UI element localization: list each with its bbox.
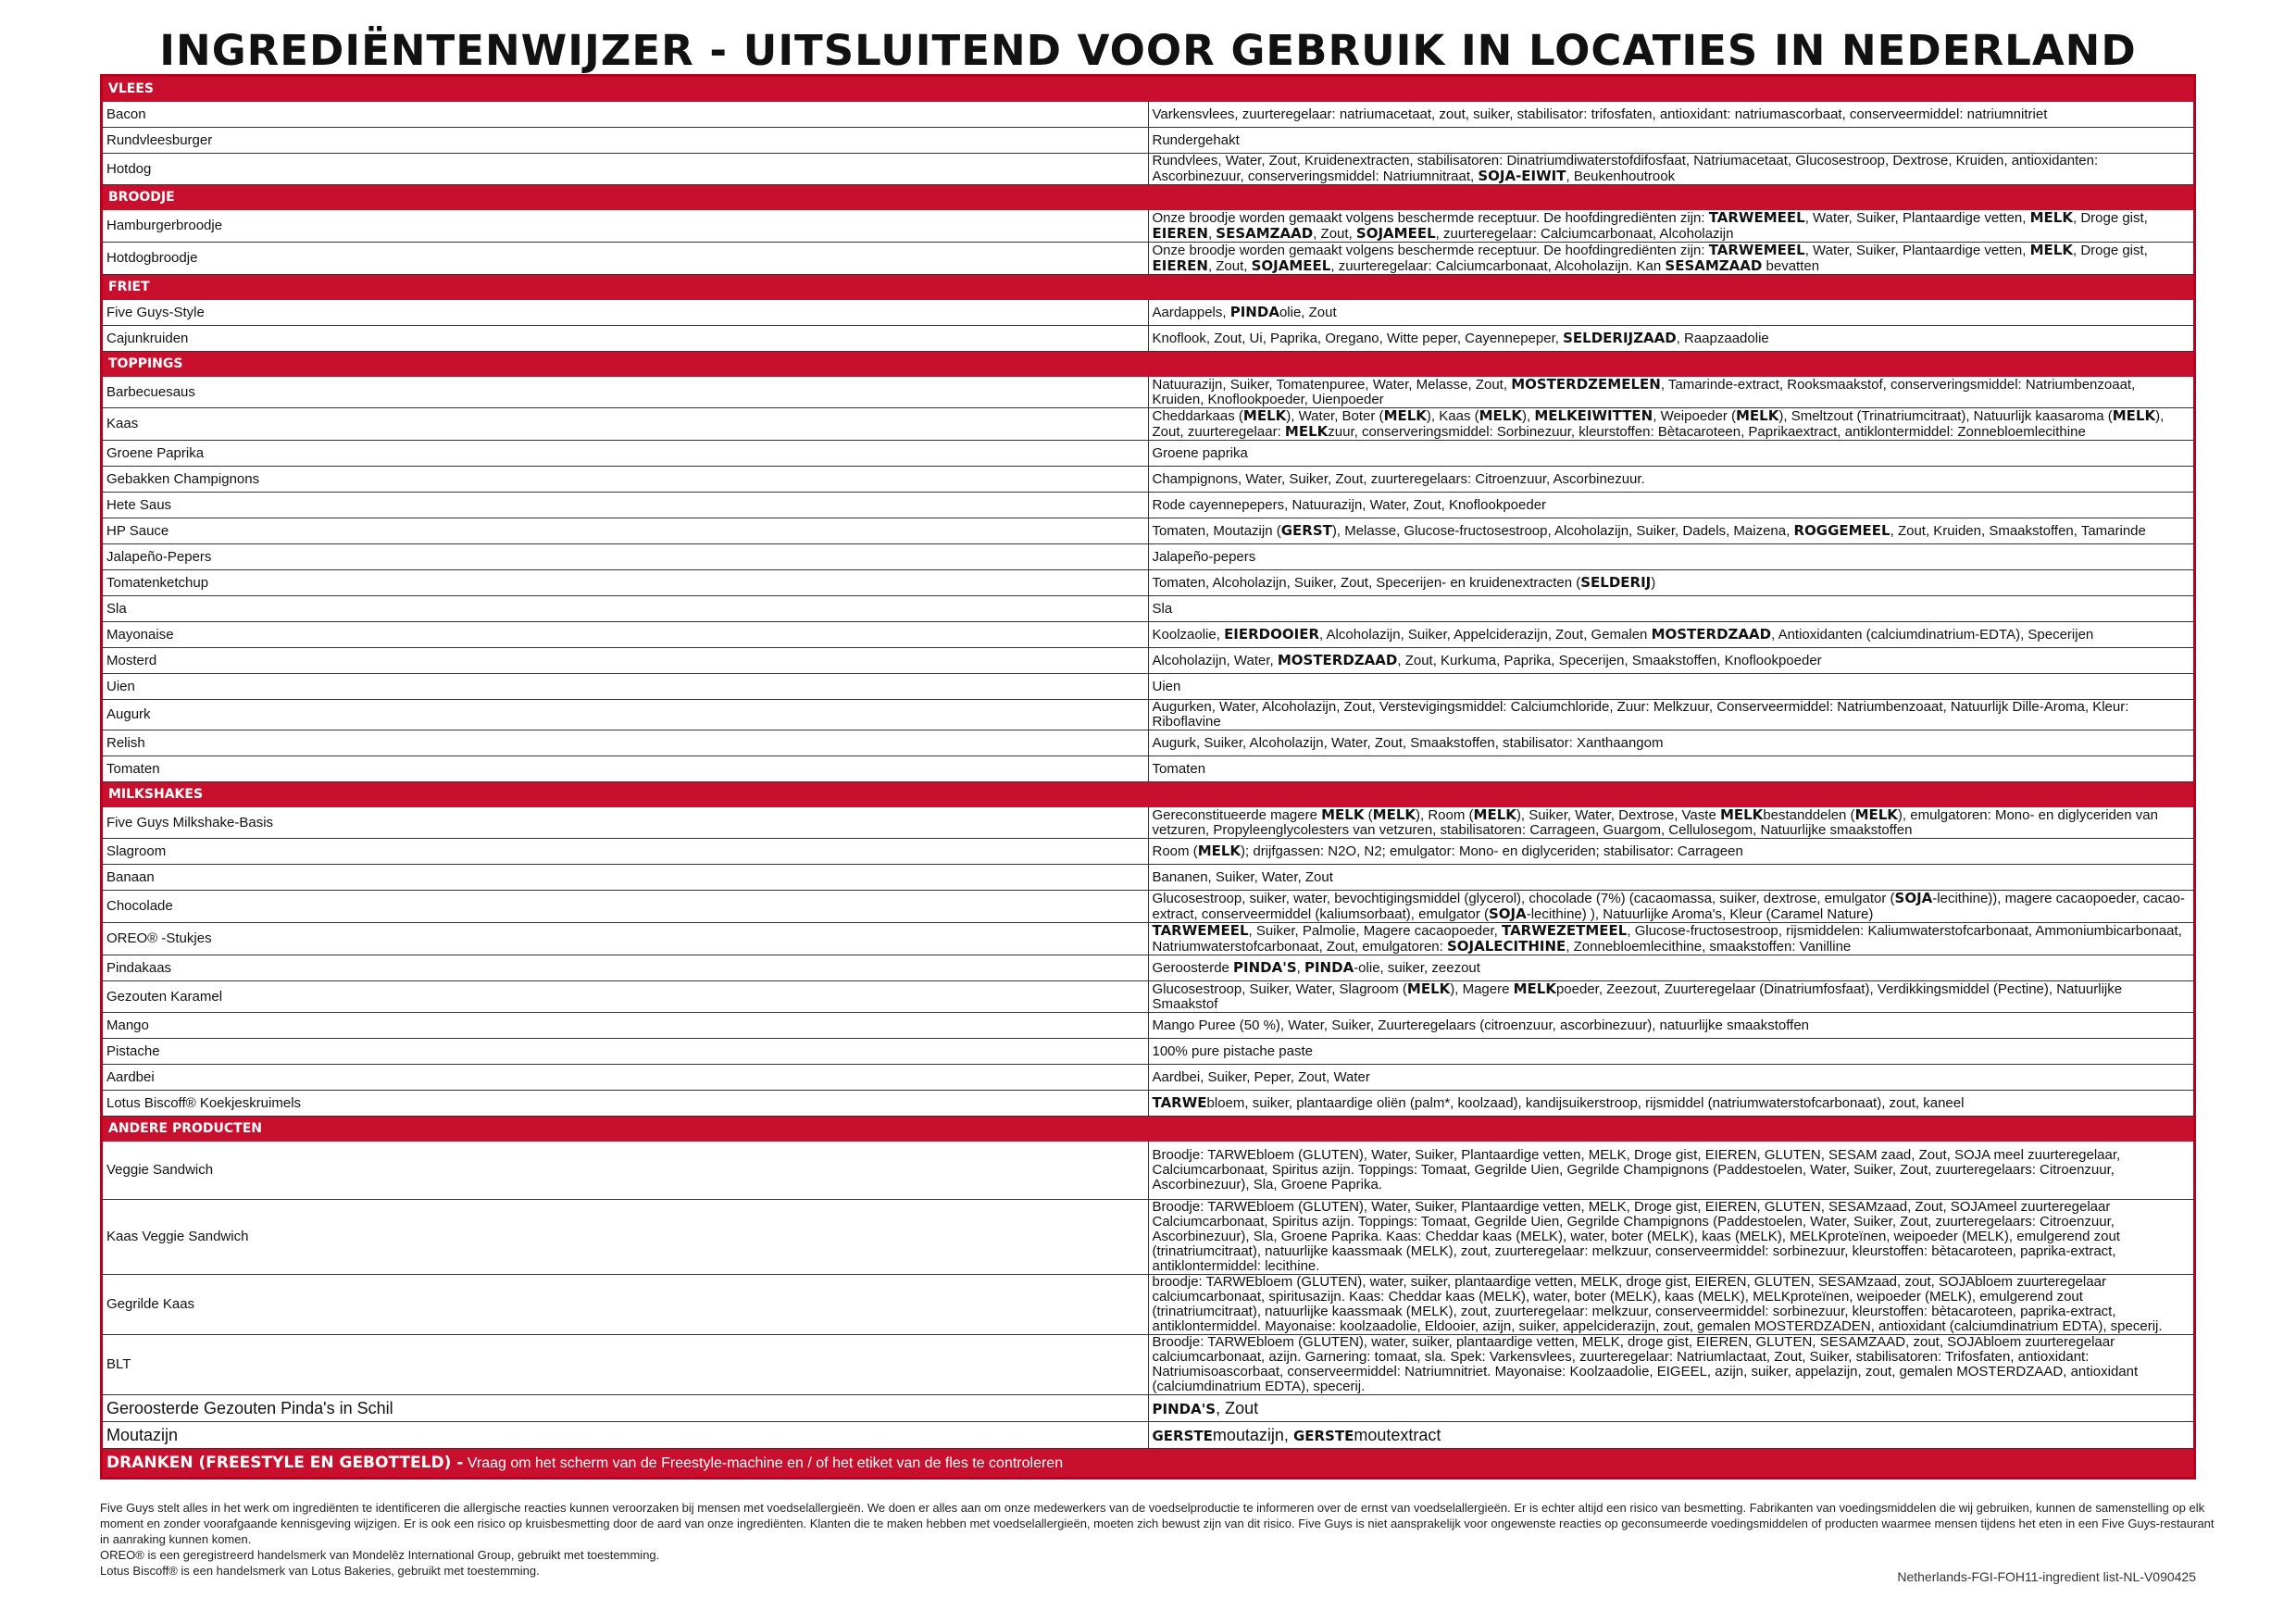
ingredients — [1148, 1422, 2195, 1449]
allergen: EIEREN — [1152, 225, 1208, 242]
table-row — [102, 648, 2195, 674]
ingredient-text: Onze broodje worden gemaakt volgens beschermde receptuur. De hoofdingrediënten zijn: — [1152, 210, 1709, 226]
allergen: ROGGEMEEL — [1793, 522, 1890, 539]
allergen: MELK — [2029, 209, 2073, 226]
product-name: Slagroom — [102, 839, 1149, 865]
ingredient-text: Onze broodje worden gemaakt volgens beschermde receptuur. De hoofdingrediënten zijn: — [1152, 243, 1709, 258]
product-name: Tomatenketchup — [102, 570, 1149, 596]
ingredient-text: Varkensvlees, zuurteregelaar: natriumacetaat, zout, suiker, stabilisator: trifosfaten, antioxidant: natriumascorbaat, conserveermiddel: natriumnitriet — [1152, 106, 2048, 122]
allergen: GERSTE — [1292, 1427, 1354, 1444]
ingredient-text: bevatten — [1762, 258, 1820, 274]
ingredients — [1148, 1091, 2195, 1117]
ingredient-text: olie, Zout — [1279, 305, 1337, 320]
allergen: SOJA — [1488, 905, 1527, 922]
allergen: GERSTE — [1152, 1427, 1213, 1444]
table-row — [102, 865, 2195, 891]
ingredient-text: Gereconstitueerde magere — [1152, 807, 1322, 823]
allergen: MELK — [1479, 407, 1522, 424]
ingredient-text: , Alcoholazijn, Suiker, Appelciderazijn, Zout, Gemalen — [1319, 627, 1652, 643]
drinks-label: DRANKEN (FREESTYLE EN GEBOTTELD) - — [106, 1453, 464, 1472]
ingredient-text: Geroosterde — [1152, 960, 1234, 976]
product-name: Geroosterde Gezouten Pinda's in Schil — [102, 1395, 1149, 1422]
ingredient-text: Bananen, Suiker, Water, Zout — [1152, 868, 1333, 885]
ingredient-text: , zuurteregelaar: Calciumcarbonaat, Alcoholazijn — [1435, 226, 1734, 242]
allergen: EIEREN — [1152, 257, 1208, 274]
table-row — [102, 730, 2195, 756]
allergen: TARWEMEEL — [1708, 209, 1805, 226]
ingredient-text: , Zonnebloemlecithine, smaakstoffen: Vanilline — [1566, 939, 1852, 955]
product-name: Mosterd — [102, 648, 1149, 674]
table-row — [102, 674, 2195, 700]
ingredient-text: ( — [1364, 807, 1373, 823]
product-name: Uien — [102, 674, 1149, 700]
ingredients — [1148, 730, 2195, 756]
ingredient-text: , Beukenhoutrook — [1566, 169, 1676, 184]
allergen: PINDA'S — [1152, 1400, 1217, 1417]
oreo-trademark-note: OREO® is een geregistreerd handelsmerk van Mondelēz International Group, gebruikt met toestemming. — [100, 1548, 660, 1562]
product-name: Hotdog — [102, 154, 1149, 185]
product-name: Tomaten — [102, 756, 1149, 782]
table-row — [102, 891, 2195, 923]
product-name: Hamburgerbroodje — [102, 210, 1149, 243]
ingredient-text: ), — [1521, 408, 1535, 424]
ingredient-text: bestanddelen ( — [1763, 807, 1855, 823]
ingredients — [1148, 981, 2195, 1013]
allergen: MOSTERDZEMELEN — [1511, 376, 1661, 393]
table-row — [102, 467, 2195, 493]
ingredient-text: , Zout, — [1313, 226, 1356, 242]
product-name: Cajunkruiden — [102, 326, 1149, 352]
table-row — [102, 1200, 2195, 1275]
product-name: Lotus Biscoff® Koekjeskruimels — [102, 1091, 1149, 1117]
ingredient-text: , Zout, Kurkuma, Paprika, Specerijen, Smaakstoffen, Knoflookpoeder — [1397, 653, 1822, 668]
ingredient-text: , Antioxidanten (calciumdinatrium-EDTA), Specerijen — [1771, 627, 2094, 643]
product-name: Mayonaise — [102, 622, 1149, 648]
allergen: SOJAMEEL — [1355, 225, 1436, 242]
table-row — [102, 544, 2195, 570]
section-header — [102, 352, 2195, 377]
ingredient-text: ), Water, Boter ( — [1286, 408, 1384, 424]
ingredient-text: Champignons, Water, Suiker, Zout, zuurteregelaars: Citroenzuur, Ascorbinezuur. — [1152, 470, 1645, 487]
allergen: MELK — [1719, 806, 1764, 823]
ingredient-text: Room ( — [1152, 843, 1198, 859]
ingredients — [1148, 544, 2195, 570]
product-name: Jalapeño-Pepers — [102, 544, 1149, 570]
table-row — [102, 1335, 2195, 1395]
section-header — [102, 185, 2195, 210]
table-row — [102, 518, 2195, 544]
product-name: Five Guys-Style — [102, 300, 1149, 326]
ingredient-text: Sla — [1152, 600, 1173, 617]
allergen: MELK — [1321, 806, 1365, 823]
ingredient-text: Rundergehakt — [1152, 131, 1240, 148]
ingredient-text: , zuurteregelaar: Calciumcarbonaat, Alcoholazijn. Kan — [1330, 258, 1666, 274]
allergen: SELDERIJ — [1580, 574, 1652, 591]
ingredients — [1148, 1013, 2195, 1039]
product-name: Hotdogbroodje — [102, 243, 1149, 275]
ingredients — [1148, 377, 2195, 408]
ingredient-text: Tomaten, Alcoholazijn, Suiker, Zout, Specerijen- en kruidenextracten ( — [1152, 575, 1581, 591]
allergen: TARWEZETMEEL — [1502, 922, 1628, 939]
drinks-row — [102, 1449, 2195, 1479]
allergen: MELK — [1242, 407, 1287, 424]
product-name: Mango — [102, 1013, 1149, 1039]
ingredients — [1148, 1275, 2195, 1335]
allergen: GERST — [1280, 522, 1332, 539]
product-name: BLT — [102, 1335, 1149, 1395]
product-name: Hete Saus — [102, 493, 1149, 518]
ingredients — [1148, 648, 2195, 674]
product-name: OREO® -Stukjes — [102, 923, 1149, 955]
ingredient-text: , — [1207, 226, 1217, 242]
ingredient-text: Aardappels, — [1152, 305, 1230, 320]
product-name: Relish — [102, 730, 1149, 756]
drinks-note: Vraag om het scherm van de Freestyle-machine en / of het etiket van de fles te controleren — [463, 1454, 1064, 1471]
ingredient-text: Jalapeño-pepers — [1152, 548, 1256, 565]
product-name: Veggie Sandwich — [102, 1142, 1149, 1200]
product-name: Sla — [102, 596, 1149, 622]
product-name: Chocolade — [102, 891, 1149, 923]
ingredients — [1148, 243, 2195, 275]
ingredient-text: ), Room ( — [1416, 807, 1474, 823]
ingredient-text: moutazijn, — [1212, 1425, 1293, 1444]
ingredient-text: Broodje: TARWEbloem (GLUTEN), Water, Suiker, Plantaardige vetten, MELK, Droge gist, EIEREN, GLUTEN, SESAM zaad, Zout, SOJA meel zuurteregelaar, Calciumcarbonaat, Spiritus azijn. Toppings: Tomaat, Gegrilde Uien, Gegrilde Champignons (Paddestoelen, Water, Suiker, Zout, zuurteregelaars: Citroenzuur, Ascorbinezuur), Sla, Groene Paprika. — [1152, 1147, 2121, 1192]
disclaimer-text: Five Guys stelt alles in het werk om ingrediënten te identificeren die allergische reacties kunnen veroorzaken bij mensen met voedselallergieën. We doen er alles aan om onze medewerkers van de voedselproductie te informeren over de ernst van voedselallergieën. Er is echter altijd een risico van besmetting. Fabrikanten van voedingsmiddelen die wij gebruiken, kunnen de samenstelling op elk moment en zonder voorafgaande kennisgeving wijzigen. Er is ook een risico op kruisbesmetting door de aard van onze ingrediënten. Klanten die te maken hebben met voedselallergieën, moeten zich bewust zijn van dit risico. Five Guys is niet aansprakelijk voor ongewenste reacties op geconsumeerde voedingsmiddelen of producten waarmee mensen tijdens het eten in een Five Guys-restaurant in aanraking kunnen komen. — [100, 1501, 2215, 1546]
ingredient-text: Broodje: TARWEbloem (GLUTEN), Water, Suiker, Plantaardige vetten, MELK, Droge gist, EIEREN, GLUTEN, SESAMzaad, Zout, SOJAmeel zuurteregelaar Calciumcarbonaat, Spiritus azijn. Toppings: Tomaat, Gegrilde Uien, Gegrilde Champignons (Paddestoelen, Water, Suiker, Zout, zuurteregelaars: Citroenzuur, Ascorbinezuur), Sla, Groene Paprika. Kaas: Cheddar kaas (MELK), water, boter (MELK), kaas (MELK), MELKproteïnen, weipoeder (MELK), emulgerend zout (trinatriumcitraat), natuurlijke kaassmaak (MELK), zout, zuurteregelaar: melkzuur, conserveermiddel: sorbinezuur, kleurstoffen: bètacaroteen, paprika-extract, antiklontermiddel: lecithine. — [1152, 1199, 2120, 1274]
allergen: MELK — [1284, 423, 1329, 440]
allergen: MELK — [1854, 806, 1898, 823]
ingredient-text: Natuurazijn, Suiker, Tomatenpuree, Water, Melasse, Zout, — [1152, 377, 1512, 393]
ingredients — [1148, 1335, 2195, 1395]
ingredient-text: Groene paprika — [1152, 444, 1248, 461]
section-label: MILKSHAKES — [102, 782, 2195, 807]
ingredient-text: Augurken, Water, Alcoholazijn, Zout, Verstevigingsmiddel: Calciumchloride, Zuur: Melkzuur, Conserveermiddel: Natriumbenzoaat, Natuurlijk Dille-Aroma, Kleur: Riboflavine — [1152, 699, 2129, 730]
allergen: SELDERIJZAAD — [1563, 330, 1677, 346]
ingredient-text: , Zout, Kruiden, Smaakstoffen, Tamarinde — [1890, 523, 2146, 539]
ingredient-text: ), Smeltzout (Trinatriumcitraat), Natuurlijk kaasaroma ( — [1778, 408, 2113, 424]
ingredient-text: Rundvlees, Water, Zout, Kruidenextracten, stabilisatoren: Dinatriumdiwaterstofdifosfaat, Natriumacetaat, Glucosestroop, Dextrose, Kruiden, antioxidanten: Ascorbinezuur, conserveringsmiddel: Natriumnitraat, — [1152, 153, 2099, 184]
ingredient-text: , Suiker, Palmolie, Magere cacaopoeder, — [1248, 923, 1502, 939]
product-name: Gegrilde Kaas — [102, 1275, 1149, 1335]
table-row — [102, 839, 2195, 865]
ingredients — [1148, 441, 2195, 467]
section-header — [102, 76, 2195, 102]
product-name: Pistache — [102, 1039, 1149, 1065]
ingredient-text: , Water, Suiker, Plantaardige vetten, — [1804, 210, 2030, 226]
table-row — [102, 622, 2195, 648]
allergen: MELK — [1406, 980, 1451, 997]
table-row — [102, 441, 2195, 467]
lotus-trademark-note: Lotus Biscoff® is een handelsmerk van Lotus Bakeries, gebruikt met toestemming. — [100, 1564, 540, 1578]
ingredient-text: Koolzaolie, — [1152, 627, 1225, 643]
allergen: SOJALECITHINE — [1447, 938, 1566, 955]
product-name: Aardbei — [102, 1065, 1149, 1091]
ingredient-text: , Weipoeder ( — [1653, 408, 1736, 424]
ingredients — [1148, 923, 2195, 955]
ingredient-text: Glucosestroop, suiker, water, bevochtigingsmiddel (glycerol), chocolade (7%) (cacaomassa, suiker, dextrose, emulgator ( — [1152, 891, 1895, 906]
table-row — [102, 493, 2195, 518]
product-name: Gebakken Champignons — [102, 467, 1149, 493]
ingredients — [1148, 955, 2195, 981]
ingredient-text: ), Magere — [1450, 981, 1514, 997]
ingredients — [1148, 210, 2195, 243]
ingredient-text: , Glucose-fructosestroop, rijsmiddelen: Kaliumwaterstofcarbonaat, Ammoniumbicarbonaat, Natriumwaterstofcarbonaat, Zout, emulgatoren: — [1152, 923, 2182, 955]
section-label: FRIET — [102, 275, 2195, 300]
table-row — [102, 1422, 2195, 1449]
ingredients — [1148, 154, 2195, 185]
table-row — [102, 700, 2195, 730]
ingredient-text: , Water, Suiker, Plantaardige vetten, — [1804, 243, 2030, 258]
ingredient-text: , Droge gist, — [2072, 210, 2148, 226]
table-row — [102, 1142, 2195, 1200]
table-row — [102, 128, 2195, 154]
section-label: VLEES — [102, 76, 2195, 102]
product-name: Groene Paprika — [102, 441, 1149, 467]
allergen: MELK — [2112, 407, 2156, 424]
allergen: PINDA — [1304, 959, 1354, 976]
document-id: Netherlands-FGI-FOH11-ingredient list-NL-V090425 — [1897, 1569, 2196, 1584]
allergen: SESAMZAAD — [1665, 257, 1763, 274]
product-name: HP Sauce — [102, 518, 1149, 544]
allergen: SOJAMEEL — [1251, 257, 1331, 274]
ingredient-text: -olie, suiker, zeezout — [1354, 960, 1480, 976]
footer — [100, 1500, 2220, 1579]
ingredient-text: , — [1296, 960, 1304, 976]
ingredient-text: bloem, suiker, plantaardige oliën (palm*, koolzaad), kandijsuikerstroop, rijsmiddel (natriumwaterstofcarbonaat), zout, kaneel — [1206, 1095, 1965, 1111]
ingredients — [1148, 518, 2195, 544]
allergen: PINDA'S — [1233, 959, 1297, 976]
ingredient-text: Mango Puree (50 %), Water, Suiker, Zuurteregelaars (citroenzuur, ascorbinezuur), natuurlijke smaakstoffen — [1152, 1017, 1810, 1033]
allergen: MOSTERDZAAD — [1277, 652, 1398, 668]
ingredients — [1148, 570, 2195, 596]
ingredient-text: Augurk, Suiker, Alcoholazijn, Water, Zout, Smaakstoffen, stabilisator: Xanthaangom — [1152, 734, 1664, 751]
ingredient-text: -lecithine)), magere cacaopoeder, cacao-extract, conserveermiddel (kaliumsorbaat), emulgator ( — [1152, 891, 2185, 922]
ingredients — [1148, 1200, 2195, 1275]
product-name: Rundvleesburger — [102, 128, 1149, 154]
table-row — [102, 596, 2195, 622]
allergen: MELK — [1383, 407, 1427, 424]
ingredient-text: , Raapzaadolie — [1676, 331, 1769, 346]
ingredient-text: poeder, Zeezout, Zuurteregelaar (Dinatriumfosfaat), Verdikkingsmiddel (Pectine), Natuurlijke Smaakstof — [1152, 981, 2123, 1012]
section-header — [102, 1117, 2195, 1142]
ingredient-text: broodje: TARWEbloem (GLUTEN), water, suiker, plantaardige vetten, MELK, droge gist, EIEREN, GLUTEN, SESAMzaad, zout, SOJAbloem zuurteregelaar calciumcarbonaat, spiritusazijn. Kaas: Cheddar kaas (MELK), water, boter (MELK), kaas (MELK), MELKproteïnen, weipoeder (MELK), emulgerend zout (trinatriumcitraat), natuurlijke kaassmaak (MELK), zout, zuurteregelaar: melkzuur, conserveermiddel: sorbinezuur, kleurstoffen: bètacaroteen, paprika-extract, antiklontermiddel. Mayonaise: koolzaadolie, Eldooier, azijn, suiker, appelciderazijn, zout, gemalen MOSTERDZADEN, antioxidant (calciumdinatrium EDTA), specerij. — [1152, 1274, 2163, 1334]
ingredient-text: ), Zout, zuurteregelaar: — [1152, 408, 2165, 440]
ingredient-text: ) — [1651, 575, 1656, 591]
section-label: BROODJE — [102, 185, 2195, 210]
table-row — [102, 210, 2195, 243]
table-row — [102, 1275, 2195, 1335]
product-name: Banaan — [102, 865, 1149, 891]
ingredient-text: Uien — [1152, 678, 1181, 694]
ingredients — [1148, 596, 2195, 622]
allergen: MELK — [1372, 806, 1416, 823]
table-row — [102, 756, 2195, 782]
ingredients — [1148, 467, 2195, 493]
ingredient-text: , Zout — [1216, 1398, 1259, 1417]
ingredients — [1148, 128, 2195, 154]
ingredients — [1148, 102, 2195, 128]
table-row — [102, 300, 2195, 326]
section-header — [102, 782, 2195, 807]
ingredient-text: Knoflook, Zout, Ui, Paprika, Oregano, Witte peper, Cayennepeper, — [1152, 331, 1564, 346]
product-name: Barbecuesaus — [102, 377, 1149, 408]
table-row — [102, 102, 2195, 128]
ingredients — [1148, 674, 2195, 700]
ingredients — [1148, 839, 2195, 865]
ingredient-text: Tomaten — [1152, 760, 1206, 777]
allergen: MELK — [2029, 242, 2073, 258]
allergen: MOSTERDZAAD — [1651, 626, 1772, 643]
allergen: MELK — [1736, 407, 1779, 424]
allergen: MELK — [1197, 843, 1242, 859]
ingredients — [1148, 300, 2195, 326]
allergen: EIERDOOIER — [1224, 626, 1320, 643]
ingredient-text: Aardbei, Suiker, Peper, Zout, Water — [1152, 1068, 1370, 1085]
ingredients — [1148, 1395, 2195, 1422]
ingredients — [1148, 408, 2195, 441]
ingredient-text: Glucosestroop, Suiker, Water, Slagroom ( — [1152, 981, 1407, 997]
table-row — [102, 1091, 2195, 1117]
ingredients — [1148, 865, 2195, 891]
ingredient-text: Rode cayennepepers, Natuurazijn, Water, Zout, Knoflookpoeder — [1152, 496, 1547, 513]
ingredients — [1148, 1142, 2195, 1200]
table-row — [102, 377, 2195, 408]
ingredient-text: , Tamarinde-extract, Rooksmaakstof, conserveringsmiddel: Natriumbenzoaat, Kruiden, Knoflookpoeder, Uienpoeder — [1152, 377, 2136, 407]
table-row — [102, 243, 2195, 275]
ingredient-text: Cheddarkaas ( — [1152, 408, 1243, 424]
drinks-cell — [102, 1449, 2195, 1479]
ingredient-text: ), Melasse, Glucose-fructosestroop, Alcoholazijn, Suiker, Dadels, Maizena, — [1331, 523, 1794, 539]
product-name: Pindakaas — [102, 955, 1149, 981]
table-row — [102, 955, 2195, 981]
ingredients — [1148, 493, 2195, 518]
ingredients — [1148, 1039, 2195, 1065]
table-row — [102, 923, 2195, 955]
ingredients — [1148, 622, 2195, 648]
allergen: TARWEMEEL — [1152, 922, 1249, 939]
ingredient-text: ), Suiker, Water, Dextrose, Vaste — [1516, 807, 1720, 823]
allergen: PINDA — [1229, 304, 1279, 320]
allergen: MELK — [1473, 806, 1516, 823]
table-row — [102, 408, 2195, 441]
ingredients — [1148, 807, 2195, 839]
allergen: TARWEMEEL — [1708, 242, 1805, 258]
allergen: MELK — [1513, 980, 1556, 997]
ingredient-text: ), emulgatoren: Mono- en diglyceriden van vetzuren, Propyleenglycolesters van vetzuren, stabilisatoren: Carrageen, Guargom, Cellulosegom, Natuurlijke smaakstoffen — [1152, 807, 2158, 838]
page-title: INGREDIËNTENWIJZER - UITSLUITEND VOOR GEBRUIK IN LOCATIES IN NEDERLAND — [159, 26, 2137, 75]
allergen: TARWE — [1152, 1094, 1207, 1111]
table-row — [102, 570, 2195, 596]
table-row — [102, 807, 2195, 839]
table-row — [102, 154, 2195, 185]
table-row — [102, 1039, 2195, 1065]
section-label: ANDERE PRODUCTEN — [102, 1117, 2195, 1142]
ingredient-text: Broodje: TARWEbloem (GLUTEN), water, suiker, plantaardige vetten, MELK, droge gist, EIEREN, GLUTEN, SESAMZAAD, zout, SOJAbloem zuurteregelaar calciumcarbonaat, azijn. Garnering: tomaat, sla. Spek: Varkensvlees, zuurteregelaar: Natriumlactaat, Zout, Suiker, stabilisatoren: Trifosfaten, antioxidant: Natriumisoascorbaat, conserveermiddel: Natriumnitriet. Mayonaise: Koolzaadolie, EIGEEL, azijn, suiker, appelazijn, zout, gemalen MOSTERDZAAD, antioxidant (calciumdinatrium EDTA), specerij. — [1152, 1334, 2139, 1394]
ingredient-text: zuur, conserveringsmiddel: Sorbinezuur, kleurstoffen: Bètacaroteen, Paprikaextract, antiklontermiddel: Zonnebloemlecithine — [1328, 424, 2086, 440]
product-name: Bacon — [102, 102, 1149, 128]
ingredient-text: Alcoholazijn, Water, — [1152, 653, 1278, 668]
ingredient-text: ); drijfgassen: N2O, N2; emulgator: Mono- en diglyceriden; stabilisator: Carrageen — [1241, 843, 1743, 859]
table-row — [102, 1013, 2195, 1039]
table-row — [102, 1395, 2195, 1422]
ingredients — [1148, 700, 2195, 730]
allergen: SESAMZAAD — [1216, 225, 1314, 242]
table-row — [102, 1065, 2195, 1091]
ingredient-text: ), Kaas ( — [1426, 408, 1479, 424]
ingredient-text: Tomaten, Moutazijn ( — [1152, 523, 1281, 539]
ingredient-text: -lecithine) ), Natuurlijke Aroma's, Kleur (Caramel Nature) — [1526, 906, 1874, 922]
section-label: TOPPINGS — [102, 352, 2195, 377]
ingredient-text: , Zout, — [1207, 258, 1252, 274]
allergen: SOJA — [1894, 890, 1933, 906]
product-name: Gezouten Karamel — [102, 981, 1149, 1013]
ingredient-text: 100% pure pistache paste — [1152, 1042, 1313, 1059]
ingredients — [1148, 1065, 2195, 1091]
allergen: SOJA-EIWIT — [1478, 168, 1566, 184]
product-name: Five Guys Milkshake-Basis — [102, 807, 1149, 839]
ingredient-text: , Droge gist, — [2072, 243, 2148, 258]
allergen: MELKEIWITTEN — [1534, 407, 1653, 424]
ingredient-table — [100, 74, 2196, 1479]
ingredient-text: moutextract — [1354, 1425, 1441, 1444]
product-name: Moutazijn — [102, 1422, 1149, 1449]
section-header — [102, 275, 2195, 300]
ingredients — [1148, 891, 2195, 923]
product-name: Augurk — [102, 700, 1149, 730]
ingredients — [1148, 326, 2195, 352]
ingredients — [1148, 756, 2195, 782]
table-row — [102, 981, 2195, 1013]
product-name: Kaas — [102, 408, 1149, 441]
product-name: Kaas Veggie Sandwich — [102, 1200, 1149, 1275]
table-row — [102, 326, 2195, 352]
